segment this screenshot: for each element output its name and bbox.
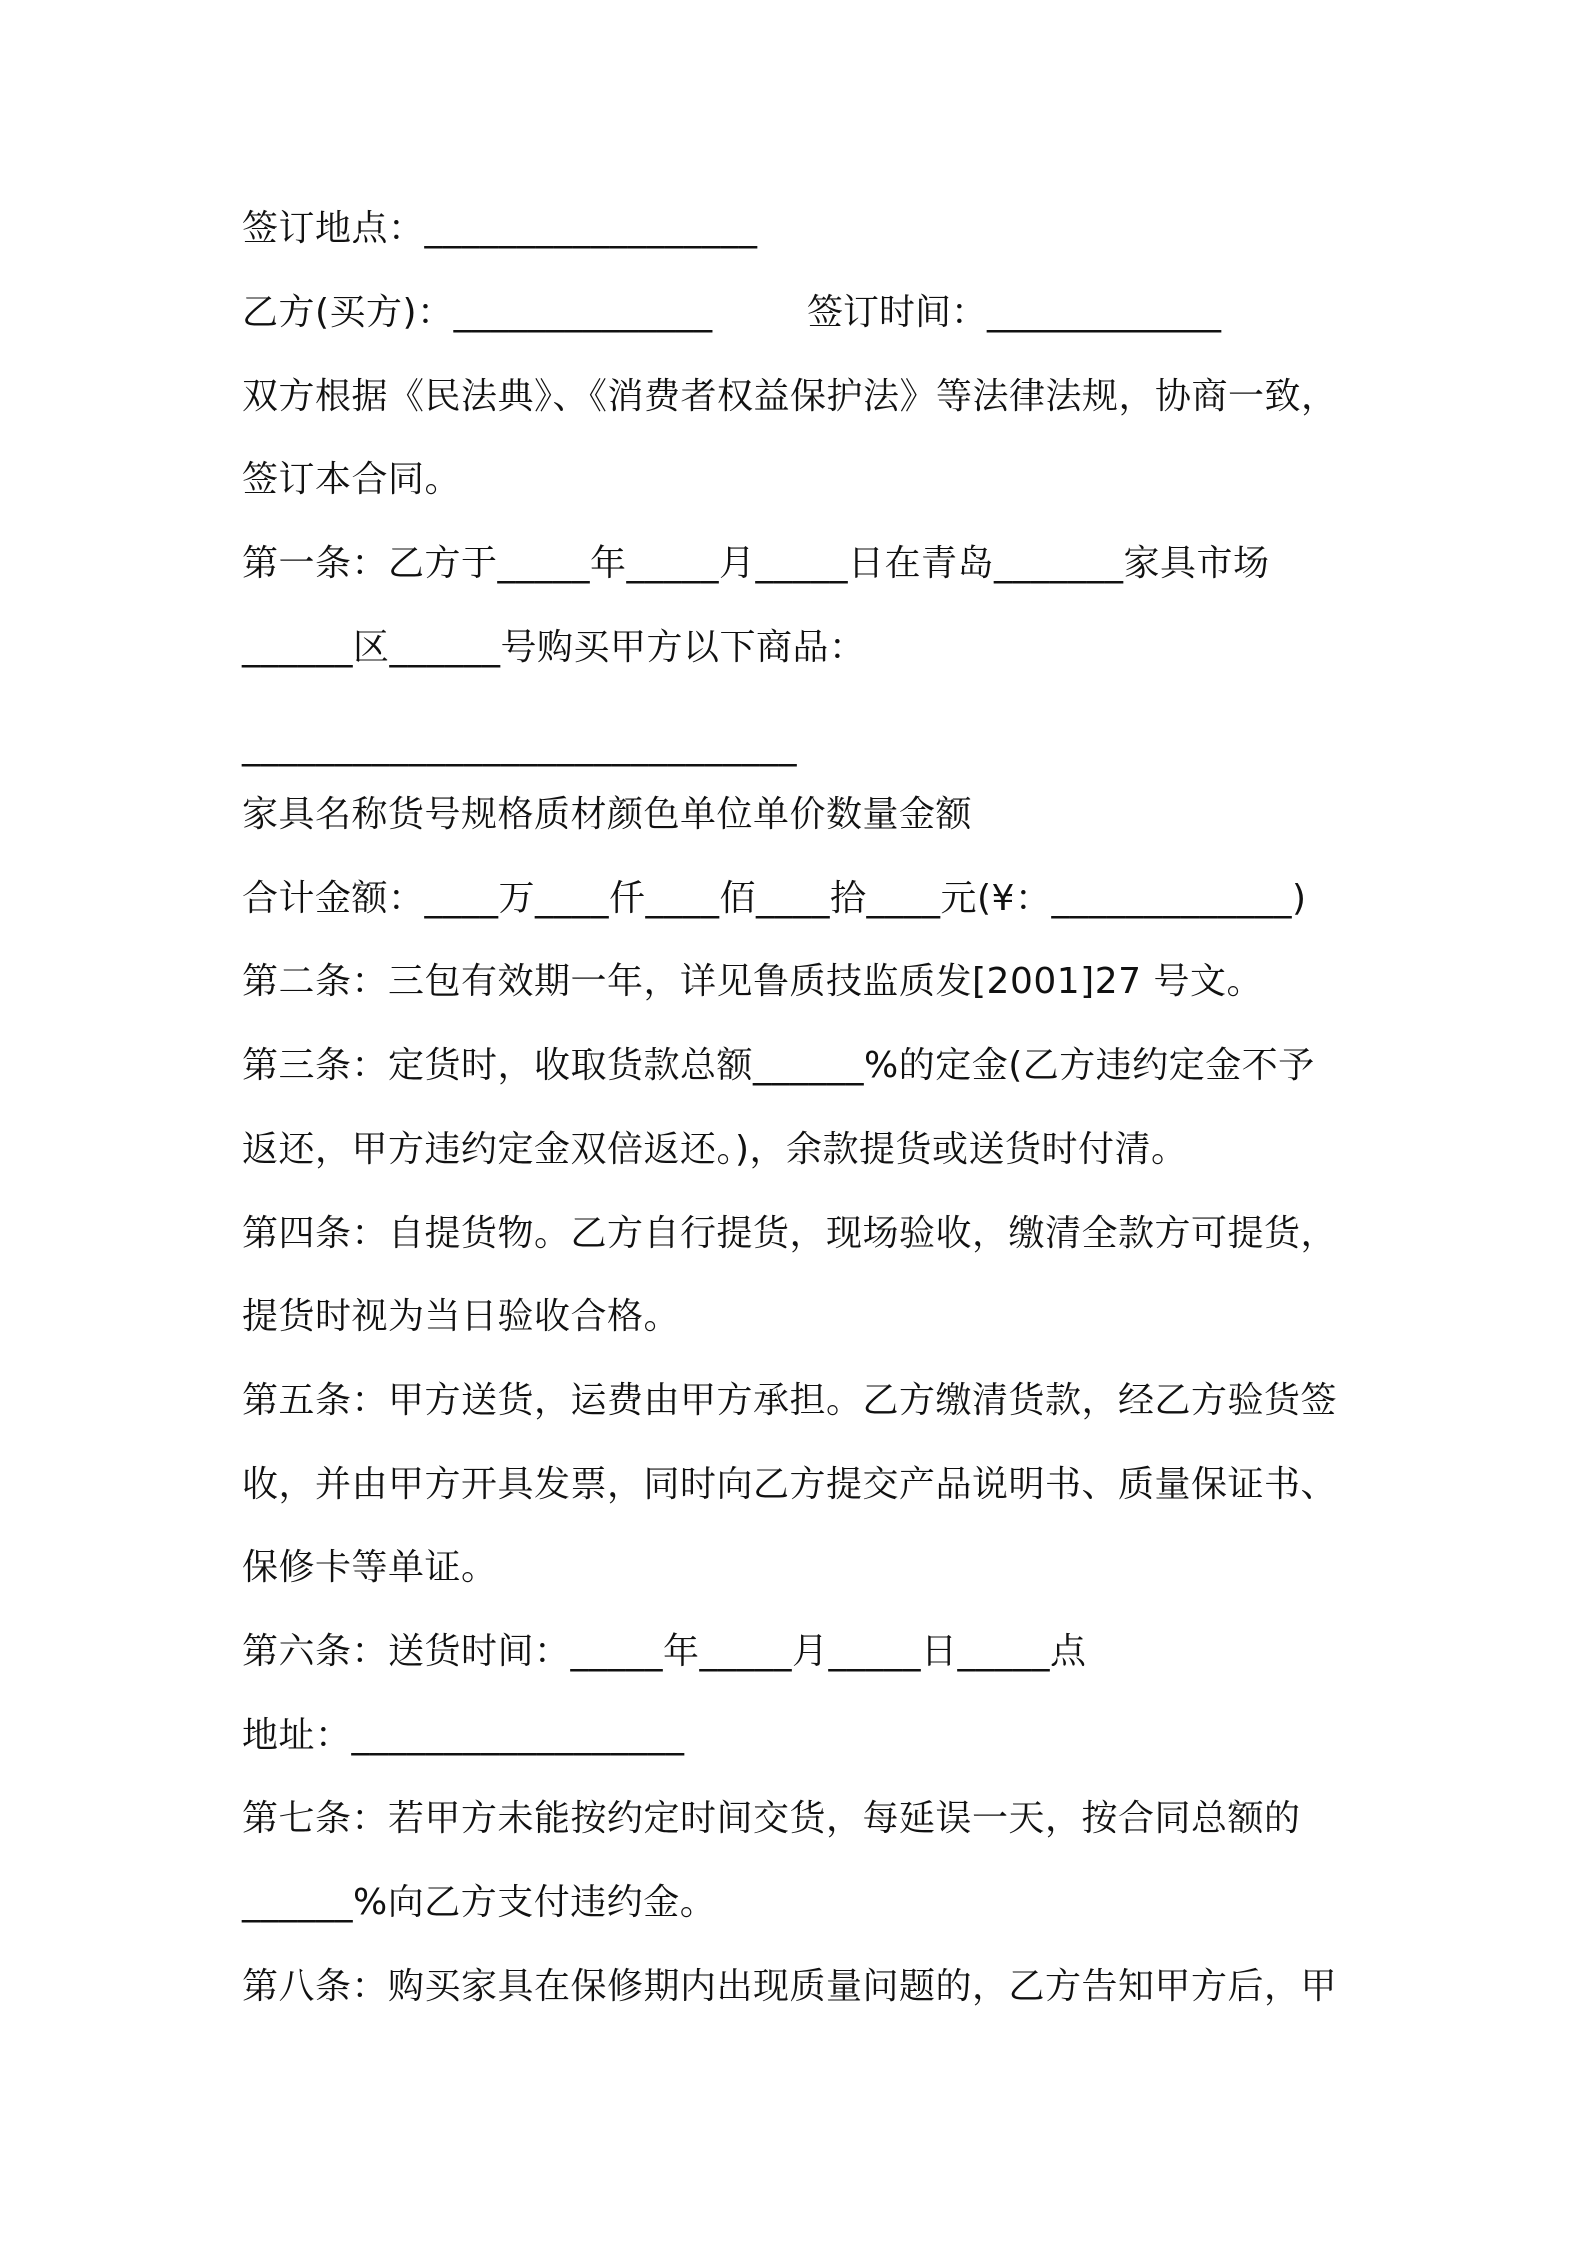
intro-line-1: 双方根据《民法典》、《消费者权益保护法》等法律法规，协商一致，: [242, 376, 1338, 417]
blank-line: ______________________________: [242, 726, 797, 767]
article-6-line: 第六条：送货时间：_____年_____月_____日_____点: [242, 1631, 1087, 1672]
signing-place-line: 签订地点：__________________: [242, 208, 758, 249]
article-7-line-2: ______%向乙方支付违约金。: [242, 1882, 717, 1923]
article-1-line-1: 第一条：乙方于_____年_____月_____日在青岛_______家具市场: [242, 543, 1270, 584]
article-7-line-1: 第七条：若甲方未能按约定时间交货，每延误一天，按合同总额的: [242, 1798, 1301, 1839]
article-5-line-2: 收，并由甲方开具发票，同时向乙方提交产品说明书、质量保证书、: [242, 1464, 1338, 1505]
address-line: 地址：__________________: [242, 1715, 685, 1756]
article-4-line-2: 提货时视为当日验收合格。: [242, 1296, 681, 1337]
furniture-table-header: 家具名称货号规格质材颜色单位单价数量金额: [242, 794, 973, 835]
buyer-line: 乙方(买方)：______________: [242, 292, 713, 333]
signing-time-line: 签订时间：_____________: [807, 292, 1222, 333]
total-amount-line: 合计金额：____万____仟____佰____拾____元(¥：_____________): [242, 878, 1307, 919]
article-2-line: 第二条：三包有效期一年，详见鲁质技监质发[2001]27 号文。: [242, 961, 1263, 1002]
article-8-line-1: 第八条：购买家具在保修期内出现质量问题的，乙方告知甲方后，甲: [242, 1966, 1338, 2007]
article-5-line-1: 第五条：甲方送货，运费由甲方承担。乙方缴清货款，经乙方验货签: [242, 1380, 1338, 1421]
intro-line-2: 签订本合同。: [242, 459, 462, 500]
article-3-line-2: 返还，甲方违约定金双倍返还。)，余款提货或送货时付清。: [242, 1129, 1188, 1170]
article-3-line-1: 第三条：定货时，收取货款总额______%的定金(乙方违约定金不予: [242, 1045, 1315, 1086]
article-1-line-2: ______区______号购买甲方以下商品：: [242, 627, 866, 668]
article-4-line-1: 第四条：自提货物。乙方自行提货，现场验收，缴清全款方可提货，: [242, 1213, 1338, 1254]
article-5-line-3: 保修卡等单证。: [242, 1547, 498, 1588]
